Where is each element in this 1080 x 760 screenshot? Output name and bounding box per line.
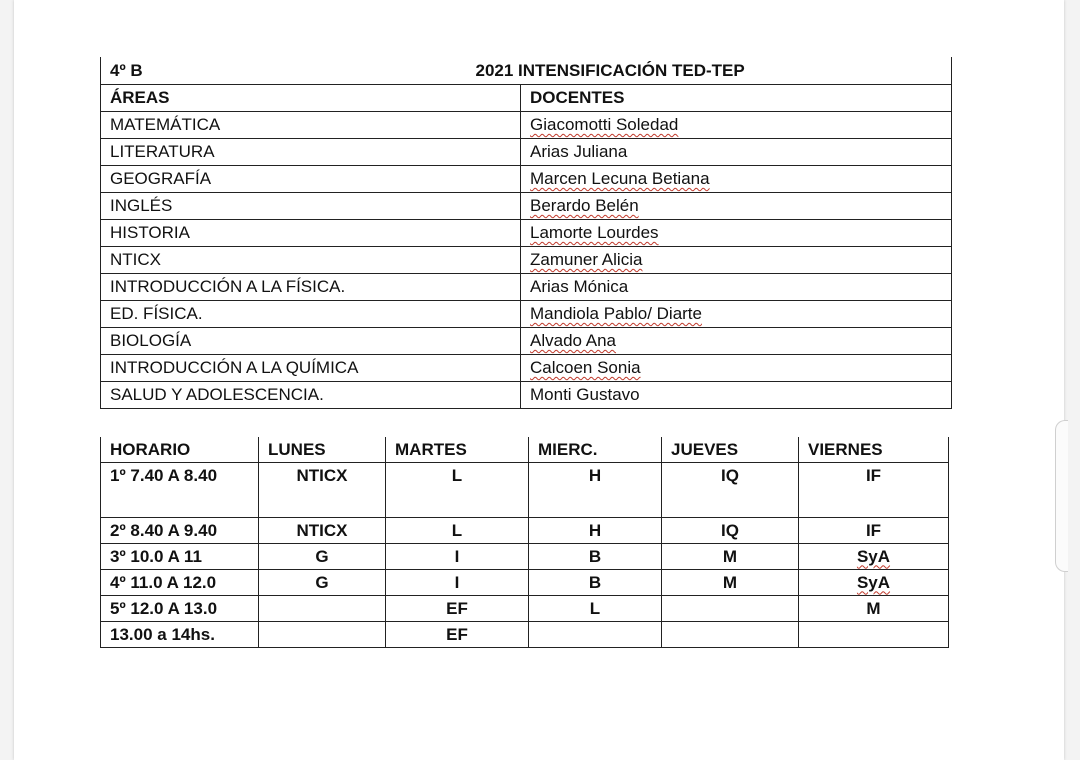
table-row [101,328,952,355]
header-miercoles: MIERC. [529,437,662,463]
class-cell: SyA [799,544,949,570]
time-cell: 5º 12.0 A 13.0 [101,596,259,622]
class-cell [259,596,386,622]
teacher-cell: Monti Gustavo [521,382,952,409]
header-horario: HORARIO [101,437,259,463]
header-lunes: LUNES [259,437,386,463]
header-jueves: JUEVES [662,437,799,463]
class-cell: L [386,518,529,544]
class-cell: B [529,544,662,570]
area-cell: LITERATURA [101,139,521,166]
table-row [101,139,952,166]
class-cell [799,622,949,648]
class-cell: IF [799,463,949,518]
table-row [101,112,952,139]
schedule-row [101,622,949,648]
class-cell [529,622,662,648]
header-viernes: VIERNES [799,437,949,463]
schedule-row [101,518,949,544]
table-row [101,166,952,193]
class-cell: SyA [799,570,949,596]
class-cell: EF [386,596,529,622]
teacher-cell: Zamuner Alicia [521,247,952,274]
teacher-cell: Alvado Ana [521,328,952,355]
teacher-cell: Lamorte Lourdes [521,220,952,247]
area-cell: INTRODUCCIÓN A LA FÍSICA. [101,274,521,301]
table-header-row [101,85,952,112]
class-cell: NTICX [259,463,386,518]
teachers-table [100,57,952,409]
area-cell: BIOLOGÍA [101,328,521,355]
class-cell [662,596,799,622]
class-cell: IQ [662,463,799,518]
schedule-header-row [101,437,949,463]
class-cell: M [662,544,799,570]
schedule-row [101,596,949,622]
schedule-row [101,544,949,570]
class-cell [662,622,799,648]
table-row [101,382,952,409]
schedule-table [100,437,949,648]
time-cell: 3º 10.0 A 11 [101,544,259,570]
area-cell: ED. FÍSICA. [101,301,521,328]
time-cell: 13.00 a 14hs. [101,622,259,648]
teacher-cell: Mandiola Pablo/ Diarte [521,301,952,328]
class-cell: L [529,596,662,622]
teacher-cell: Giacomotti Soledad [521,112,952,139]
table-row [101,301,952,328]
teacher-cell: Arias Juliana [521,139,952,166]
header-areas: ÁREAS [101,85,521,112]
table-title: 2021 INTENSIFICACIÓN TED-TEP [521,57,952,85]
table-row [101,274,952,301]
class-cell: H [529,518,662,544]
table-row [101,355,952,382]
schedule-row [101,463,949,518]
time-cell: 2º 8.40 A 9.40 [101,518,259,544]
scroll-handle[interactable] [1055,420,1068,572]
area-cell: INTRODUCCIÓN A LA QUÍMICA [101,355,521,382]
area-cell: MATEMÁTICA [101,112,521,139]
class-cell: H [529,463,662,518]
class-cell: I [386,570,529,596]
header-martes: MARTES [386,437,529,463]
teacher-cell: Berardo Belén [521,193,952,220]
table-row [101,193,952,220]
class-cell: I [386,544,529,570]
area-cell: INGLÉS [101,193,521,220]
time-cell: 1º 7.40 A 8.40 [101,463,259,518]
course-label: 4º B [101,57,521,85]
class-cell: M [662,570,799,596]
class-cell: IQ [662,518,799,544]
schedule-row [101,570,949,596]
class-cell: L [386,463,529,518]
table-title-row [101,57,952,85]
table-row [101,247,952,274]
area-cell: NTICX [101,247,521,274]
class-cell: G [259,570,386,596]
time-cell: 4º 11.0 A 12.0 [101,570,259,596]
table-row [101,220,952,247]
area-cell: SALUD Y ADOLESCENCIA. [101,382,521,409]
header-teachers: DOCENTES [521,85,952,112]
class-cell: IF [799,518,949,544]
teacher-cell: Calcoen Sonia [521,355,952,382]
class-cell: G [259,544,386,570]
class-cell: EF [386,622,529,648]
class-cell: M [799,596,949,622]
area-cell: HISTORIA [101,220,521,247]
class-cell: B [529,570,662,596]
class-cell [259,622,386,648]
area-cell: GEOGRAFÍA [101,166,521,193]
teacher-cell: Marcen Lecuna Betiana [521,166,952,193]
class-cell: NTICX [259,518,386,544]
teacher-cell: Arias Mónica [521,274,952,301]
